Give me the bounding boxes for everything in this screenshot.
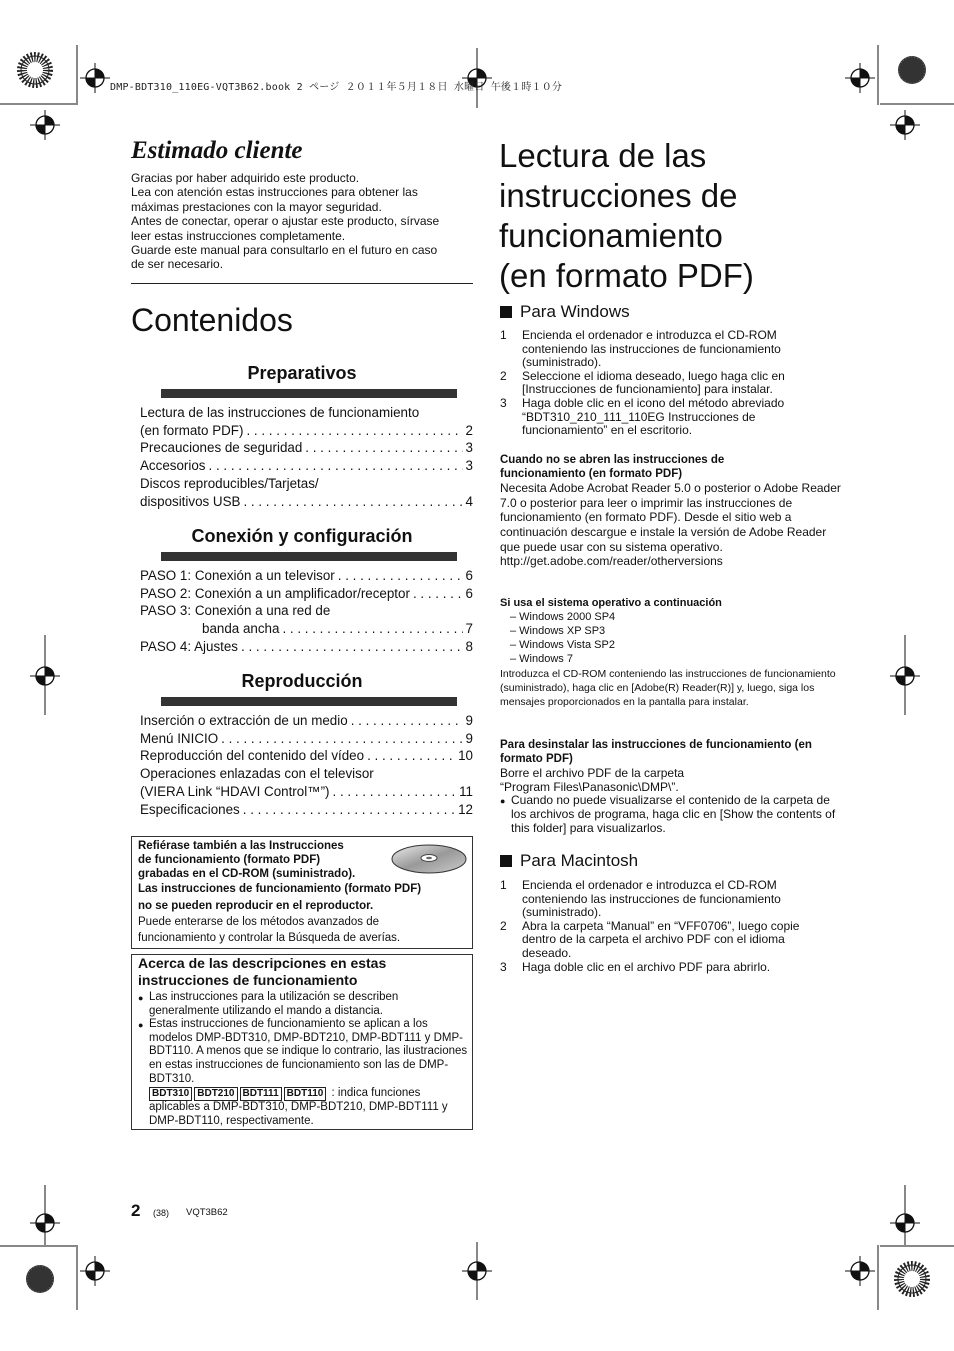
os-item: – Windows Vista SP2 bbox=[510, 638, 615, 651]
section-title-conexion: Conexión y configuración bbox=[191, 526, 413, 546]
section-bar bbox=[161, 697, 457, 706]
toc-page: 9 bbox=[465, 713, 473, 728]
about-descriptions-box bbox=[131, 954, 473, 1130]
greeting-line: Guarde este manual para consultarlo en el futuro en caso bbox=[131, 243, 438, 258]
step-number: 1 bbox=[500, 878, 507, 892]
uninstall-line: Borre el archivo PDF de la carpeta bbox=[500, 766, 685, 781]
toc-page: 6 bbox=[465, 585, 473, 601]
windows-heading bbox=[500, 302, 630, 322]
toc-page: 8 bbox=[465, 638, 473, 654]
cd-note-line: grabadas en el CD-ROM (suministrado). bbox=[138, 868, 356, 880]
os-section bbox=[500, 597, 845, 709]
step-number: 1 bbox=[500, 328, 507, 342]
tags-description: : indica funciones aplicables a DMP-BDT310, DMP-BDT210, DMP-BDT111 y DMP-BDT110, respectivamente. bbox=[149, 1087, 448, 1127]
pdf-title bbox=[499, 136, 879, 296]
toc-entry: Menú INICIO bbox=[140, 730, 219, 746]
noopen-section bbox=[500, 454, 845, 569]
step-text: Haga doble clic en el icono del método abreviado “BDT310_210_111_110EG Instrucciones de funcionamiento” en el escritorio. bbox=[522, 395, 785, 438]
toc-entry: Especificaciones bbox=[140, 801, 240, 817]
toc-entry: Precauciones de seguridad bbox=[140, 440, 303, 456]
toc-entry: dispositivos USB bbox=[140, 493, 241, 509]
mac-steps bbox=[500, 879, 825, 974]
windows-steps bbox=[500, 329, 810, 438]
windows-heading-text: Para Windows bbox=[520, 302, 630, 321]
file-info-line: DMP-BDT310_110EG-VQT3B62.book 2 ページ ２０１１年５月１８日 水曜日 午後１時１０分 bbox=[110, 82, 563, 93]
pdf-title-line: funcionamiento bbox=[499, 217, 723, 254]
toc-row[interactable] bbox=[140, 457, 473, 475]
page-number: 2 bbox=[131, 1201, 141, 1220]
greeting-line: Antes de conectar, operar o ajustar este producto, sírvase bbox=[131, 214, 440, 229]
noopen-title: Cuando no se abren las instrucciones de funcionamiento (en formato PDF) bbox=[500, 454, 725, 480]
toc-entry: (en formato PDF) bbox=[140, 422, 244, 438]
step-item bbox=[500, 329, 810, 370]
toc-entry: PASO 2: Conexión a un amplificador/receptor bbox=[140, 585, 410, 601]
toc-page: 2 bbox=[465, 422, 473, 438]
section-bar bbox=[161, 552, 457, 561]
toc-entry: Discos reproducibles/Tarjetas/ bbox=[140, 475, 319, 491]
toc-row[interactable] bbox=[140, 493, 473, 511]
toc-entry: (VIERA Link “HDAVI Control™”) bbox=[140, 783, 330, 799]
greeting-title: Estimado cliente bbox=[131, 137, 303, 164]
cd-note-line: funcionamiento y controlar la Búsqueda de averías. bbox=[138, 932, 401, 944]
step-number: 3 bbox=[500, 395, 507, 410]
model-tag: BDT310 bbox=[149, 1087, 192, 1101]
greeting-line: Lea con atención estas instrucciones para obtener las bbox=[131, 185, 418, 200]
toc-row[interactable] bbox=[140, 567, 473, 585]
step-text: Encienda el ordenador e introduzca el CD-ROM conteniendo las instrucciones de funcionamiento (suministrado). bbox=[522, 878, 781, 920]
toc-row[interactable] bbox=[140, 765, 473, 783]
cd-rom-icon bbox=[390, 842, 468, 876]
cd-note-line: Puede enterarse de los métodos avanzados de bbox=[138, 916, 380, 928]
toc-page: 11 bbox=[459, 783, 473, 799]
square-bullet-icon bbox=[500, 306, 512, 318]
section-bar bbox=[161, 389, 457, 398]
toc-reproduccion bbox=[140, 712, 473, 818]
greeting-text bbox=[131, 171, 476, 272]
toc-row[interactable] bbox=[140, 422, 473, 440]
step-text: Encienda el ordenador e introduzca el CD-ROM conteniendo las instrucciones de funcionamiento (suministrado). bbox=[522, 328, 781, 370]
toc-conexion bbox=[140, 567, 473, 656]
step-text: Abra la carpeta “Manual” en “VFF0706”, luego copie dentro de la carpeta el archivo PDF con el idioma deseado. bbox=[522, 918, 800, 960]
toc-page: 10 bbox=[458, 748, 473, 764]
step-item bbox=[500, 961, 825, 975]
about-tags-line bbox=[138, 1087, 468, 1128]
toc-entry: banda ancha bbox=[202, 621, 280, 637]
toc-entry: Reproducción del contenido del vídeo bbox=[140, 748, 365, 764]
greeting-line: máximas prestaciones con la mayor seguridad. bbox=[131, 199, 382, 214]
about-title-line: instrucciones de funcionamiento bbox=[138, 972, 358, 988]
toc-row[interactable] bbox=[140, 602, 473, 620]
document-code: VQT3B62 bbox=[186, 1207, 228, 1218]
uninstall-bullet: ● Cuando no puede visualizarse el contenido de la carpeta de los archivos de programa, haga clic en [Show the contents of this folder] para visualizarlos. bbox=[500, 794, 840, 835]
toc-page: 9 bbox=[465, 730, 473, 746]
toc-entry: PASO 1: Conexión a un televisor bbox=[140, 568, 335, 583]
toc-row[interactable] bbox=[140, 801, 473, 819]
model-tag: BDT110 bbox=[284, 1087, 327, 1101]
about-title-line: Acerca de las descripciones en estas bbox=[138, 955, 387, 971]
toc-row[interactable] bbox=[140, 620, 473, 638]
pdf-title-line: Lectura de las bbox=[499, 137, 707, 174]
toc-row[interactable] bbox=[140, 783, 473, 801]
cd-note-line: no se pueden reproducir en el reproductor. bbox=[138, 900, 374, 912]
toc-page: 6 bbox=[465, 568, 473, 583]
section-title-preparativos: Preparativos bbox=[247, 363, 357, 383]
step-text: Seleccione el idioma deseado, luego haga clic en [Instrucciones de funcionamiento] para instalar. bbox=[522, 368, 785, 397]
cd-note-line: Refiérase también a las Instrucciones bbox=[138, 840, 344, 852]
page-number-paren: (38) bbox=[153, 1208, 170, 1218]
about-title bbox=[138, 955, 386, 989]
step-number: 2 bbox=[500, 918, 507, 933]
square-bullet-icon bbox=[500, 855, 512, 867]
cd-note-line: de funcionamiento (formato PDF) bbox=[138, 854, 321, 866]
toc-row[interactable] bbox=[140, 747, 473, 765]
contents-title: Contenidos bbox=[131, 302, 293, 338]
cd-note-line: Las instrucciones de funcionamiento (formato PDF) bbox=[138, 883, 422, 895]
toc-entry: Inserción o extracción de un medio bbox=[140, 713, 348, 728]
toc-row[interactable] bbox=[140, 730, 473, 748]
toc-page: 7 bbox=[465, 621, 473, 637]
about-body bbox=[138, 991, 468, 1128]
divider bbox=[131, 283, 473, 284]
uninstall-section bbox=[500, 739, 840, 836]
section-title-reproduccion: Reproducción bbox=[241, 671, 363, 691]
toc-entry: Operaciones enlazadas con el televisor bbox=[140, 766, 374, 782]
step-item bbox=[500, 879, 825, 920]
step-item bbox=[500, 397, 810, 438]
about-bullet: ● Las instrucciones para la utilización se describen generalmente utilizando el mando a distancia. bbox=[138, 991, 468, 1018]
toc-page: 3 bbox=[465, 440, 473, 456]
toc-page: 3 bbox=[465, 458, 473, 474]
toc-row[interactable] bbox=[140, 404, 473, 422]
toc-page: 4 bbox=[465, 493, 473, 509]
pdf-title-line: (en formato PDF) bbox=[499, 257, 754, 294]
step-item bbox=[500, 920, 825, 961]
model-tag: BDT111 bbox=[240, 1087, 282, 1101]
adobe-url-link[interactable]: http://get.adobe.com/reader/otherversions bbox=[500, 554, 723, 569]
os-item: – Windows 2000 SP4 bbox=[510, 610, 616, 623]
os-item: – Windows XP SP3 bbox=[510, 624, 606, 637]
greeting-line: leer estas instrucciones completamente. bbox=[131, 228, 346, 243]
cd-rom-note-box bbox=[131, 836, 473, 949]
step-text: Haga doble clic en el archivo PDF para abrirlo. bbox=[522, 959, 771, 974]
mac-heading bbox=[500, 851, 638, 871]
toc-entry: Accesorios bbox=[140, 458, 206, 474]
os-title: Si usa el sistema operativo a continuación bbox=[500, 597, 722, 609]
model-tag: BDT210 bbox=[194, 1087, 237, 1101]
step-item bbox=[500, 370, 810, 397]
about-bullet: ● Estas instrucciones de funcionamiento se aplican a los modelos DMP-BDT310, DMP-BDT210, DMP-BDT111 y DMP-BDT110. A menos que se indique lo contrario, las ilustraciones en estas instrucciones de funcionamiento son las de DMP-BDT310. bbox=[138, 1018, 468, 1086]
os-text: Introduzca el CD-ROM conteniendo las instrucciones de funcionamiento (suministrado), haga clic en [Adobe(R) Reader(R)] y, luego, siga los mensajes proporcionados en la pantalla para instalar. bbox=[500, 667, 836, 708]
toc-entry: Lectura de las instrucciones de funcionamiento bbox=[140, 405, 420, 420]
greeting-line: Gracias por haber adquirido este producto. bbox=[131, 171, 360, 185]
toc-row[interactable] bbox=[140, 712, 473, 730]
os-item: – Windows 7 bbox=[510, 652, 573, 665]
noopen-text: Necesita Adobe Acrobat Reader 5.0 o posterior o Adobe Reader 7.0 o posterior para leer o imprimir las instrucciones de funcionamiento (en formato PDF). Desde el sitio web a continuación descargue e instale la versión de Adobe Reader que puede usar con su sistema operativo. bbox=[500, 481, 841, 554]
toc-row[interactable] bbox=[140, 638, 473, 656]
toc-page: 12 bbox=[458, 801, 473, 817]
step-number: 3 bbox=[500, 959, 507, 974]
mac-heading-text: Para Macintosh bbox=[520, 851, 639, 870]
pdf-title-line: instrucciones de bbox=[499, 177, 738, 214]
toc-row[interactable] bbox=[140, 585, 473, 603]
toc-preparativos bbox=[140, 404, 473, 510]
uninstall-line: “Program Files\Panasonic\DMP\”. bbox=[500, 780, 679, 795]
step-number: 2 bbox=[500, 368, 507, 383]
toc-entry: PASO 3: Conexión a una red de bbox=[140, 603, 331, 619]
greeting-line: de ser necesario. bbox=[131, 257, 224, 272]
toc-entry: PASO 4: Ajustes bbox=[140, 638, 238, 654]
toc-row[interactable] bbox=[140, 475, 473, 493]
uninstall-title: Para desinstalar las instrucciones de funcionamiento (en formato PDF) bbox=[500, 739, 812, 765]
toc-row[interactable] bbox=[140, 439, 473, 457]
